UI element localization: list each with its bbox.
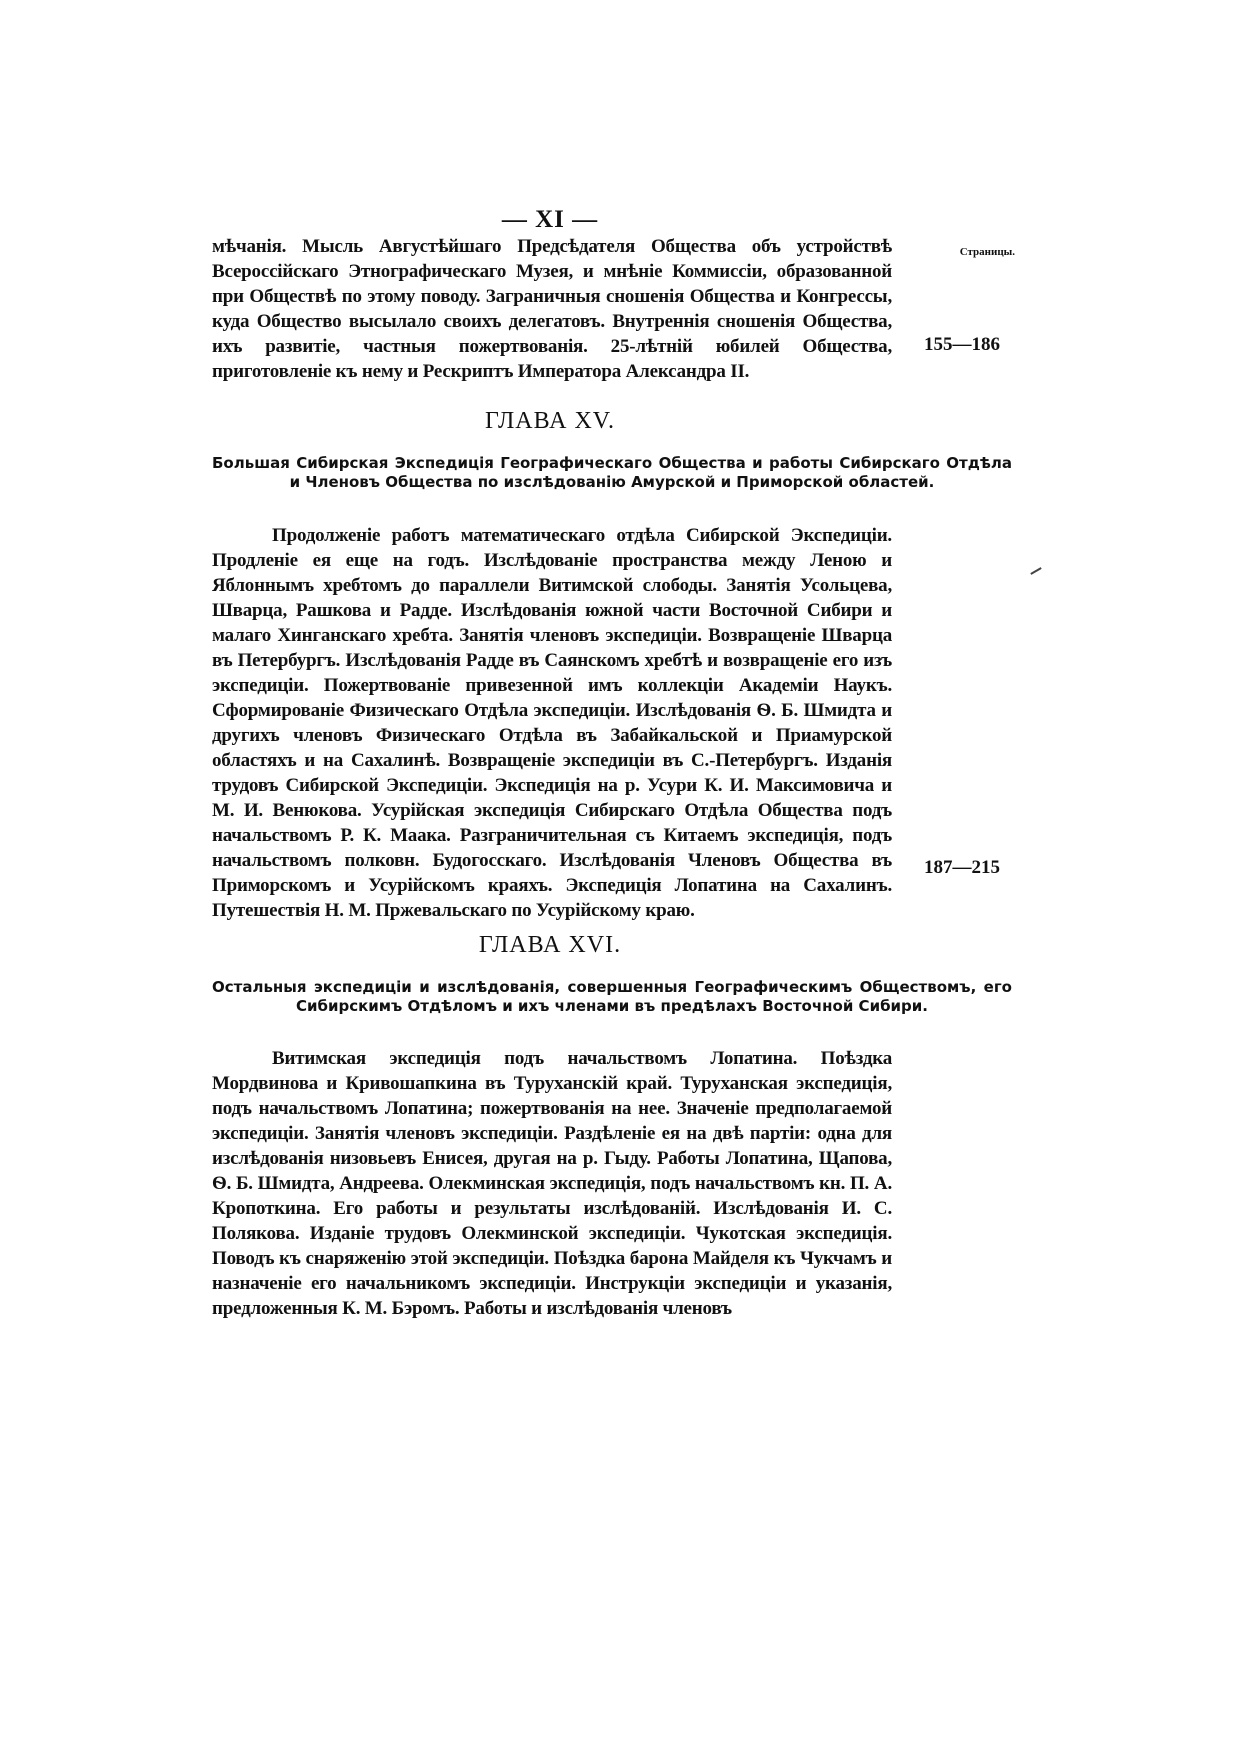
pages-column-header: Страницы. [959,246,1015,258]
chapter-16-body [212,1046,892,1321]
chapter-15-body-text: Продолженіе работъ математическаго отдѣла Сибирской Экспедиціи. Продленіе ея еще на годъ. Изслѣдованіе пространства между Леною и Яблоннымъ хребтомъ до параллели Витимской слободы. Занятія Усольцева, Шварца, Рашкова и Радде. Изслѣдованія южной части Восточной Сибири и малаго Хинганскаго хребта. Занятія членовъ экспедиціи. Возвращеніе Шварца въ Петербургъ. Изслѣдованія Радде въ Саянскомъ хребтѣ и возвращеніе его изъ экспедиціи. Пожертвованіе привезенной имъ коллекціи Академіи Наукъ. Сформированіе Физическаго Отдѣла экспедиціи. Изслѣдованія Ѳ. Б. Шмидта и другихъ членовъ Физическаго Отдѣла въ Забайкальской и Приамурской областяхъ и на Сахалинѣ. Возвращеніе экспедиціи въ С.-Петербургъ. Изданія трудовъ Сибирской Экспедиціи. Экспедиція на р. Усури К. И. Максимовича и М. И. Венюкова. Усурійская экспедиція Сибирскаго Отдѣла Общества подъ начальствомъ Р. К. Маака. Разграничительная съ Китаемъ экспедиція, подъ начальствомъ полковн. Будогосскаго. Изслѣдованія Членовъ Общества въ Приморскомъ и Усурійскомъ краяхъ. Экспедиція Лопатина на Сахалинъ. Путешествія Н. М. Пржевальскаго по Усурійскому краю. [212,525,892,921]
continuation-text: мѣчанія. Мысль Августѣйшаго Предсѣдателя Общества объ устройствѣ Всероссійскаго Этнографическаго Музея, и мнѣніе Коммиссіи, образованной при Обществѣ по этому поводу. Заграничныя сношенія Общества и Конгрессы, куда Общество высылало своихъ делегатовъ. Внутреннія сношенія Общества, ихъ развитіе, частныя пожертвованія. 25-лѣтній юбилей Общества, приготовленіе къ нему и Рескриптъ Императора Александра II. [212,236,892,382]
page-number: — XI — [501,206,599,233]
chapter-15-page-range: 187—215 [924,857,1000,878]
continuation-paragraph [212,234,892,384]
chapter-16-subtitle: Остальныя экспедиціи и изслѣдованія, совершенныя Географическимъ Обществомъ, его Сибирскимъ Отдѣломъ и ихъ членами въ предѣлахъ Восточной Сибири. [212,978,1012,1015]
chapter-15-title: ГЛАВА XV. [484,408,616,434]
chapter-15-subtitle: Большая Сибирская Экспедиція Географическаго Общества и работы Сибирскаго Отдѣла и Членовъ Общества по изслѣдованію Амурской и Приморской областей. [212,454,1012,491]
continuation-page-range: 155—186 [924,334,1000,355]
chapter-16-body-text: Витимская экспедиція подъ начальствомъ Лопатина. Поѣздка Мордвинова и Кривошапкина въ Туруханскій край. Туруханская экспедиція, подъ начальствомъ Лопатина; пожертвованія на нее. Значеніе предполагаемой экспедиціи. Занятія членовъ экспедиціи. Раздѣленіе ея на двѣ партіи: одна для изслѣдованія низовьевъ Енисея, другая на р. Гыду. Работы Лопатина, Щапова, Ѳ. Б. Шмидта, Андреева. Олекминская экспедиція, подъ начальствомъ кн. П. А. Кропоткина. Его работы и результаты изслѣдованій. Изслѣдованія И. С. Полякова. Изданіе трудовъ Олекминской экспедиціи. Чукотская экспедиція. Поводъ къ снаряженію этой экспедиціи. Поѣздка барона Майделя къ Чукчамъ и назначеніе его начальникомъ экспедиціи. Инструкціи экспедиціи и указанія, предложенныя К. М. Бэромъ. Работы и изслѣдованія членовъ [212,1048,892,1319]
stray-pen-mark [1030,567,1041,575]
chapter-15-body [212,523,892,923]
chapter-16-title: ГЛАВА XVI. [478,932,622,958]
